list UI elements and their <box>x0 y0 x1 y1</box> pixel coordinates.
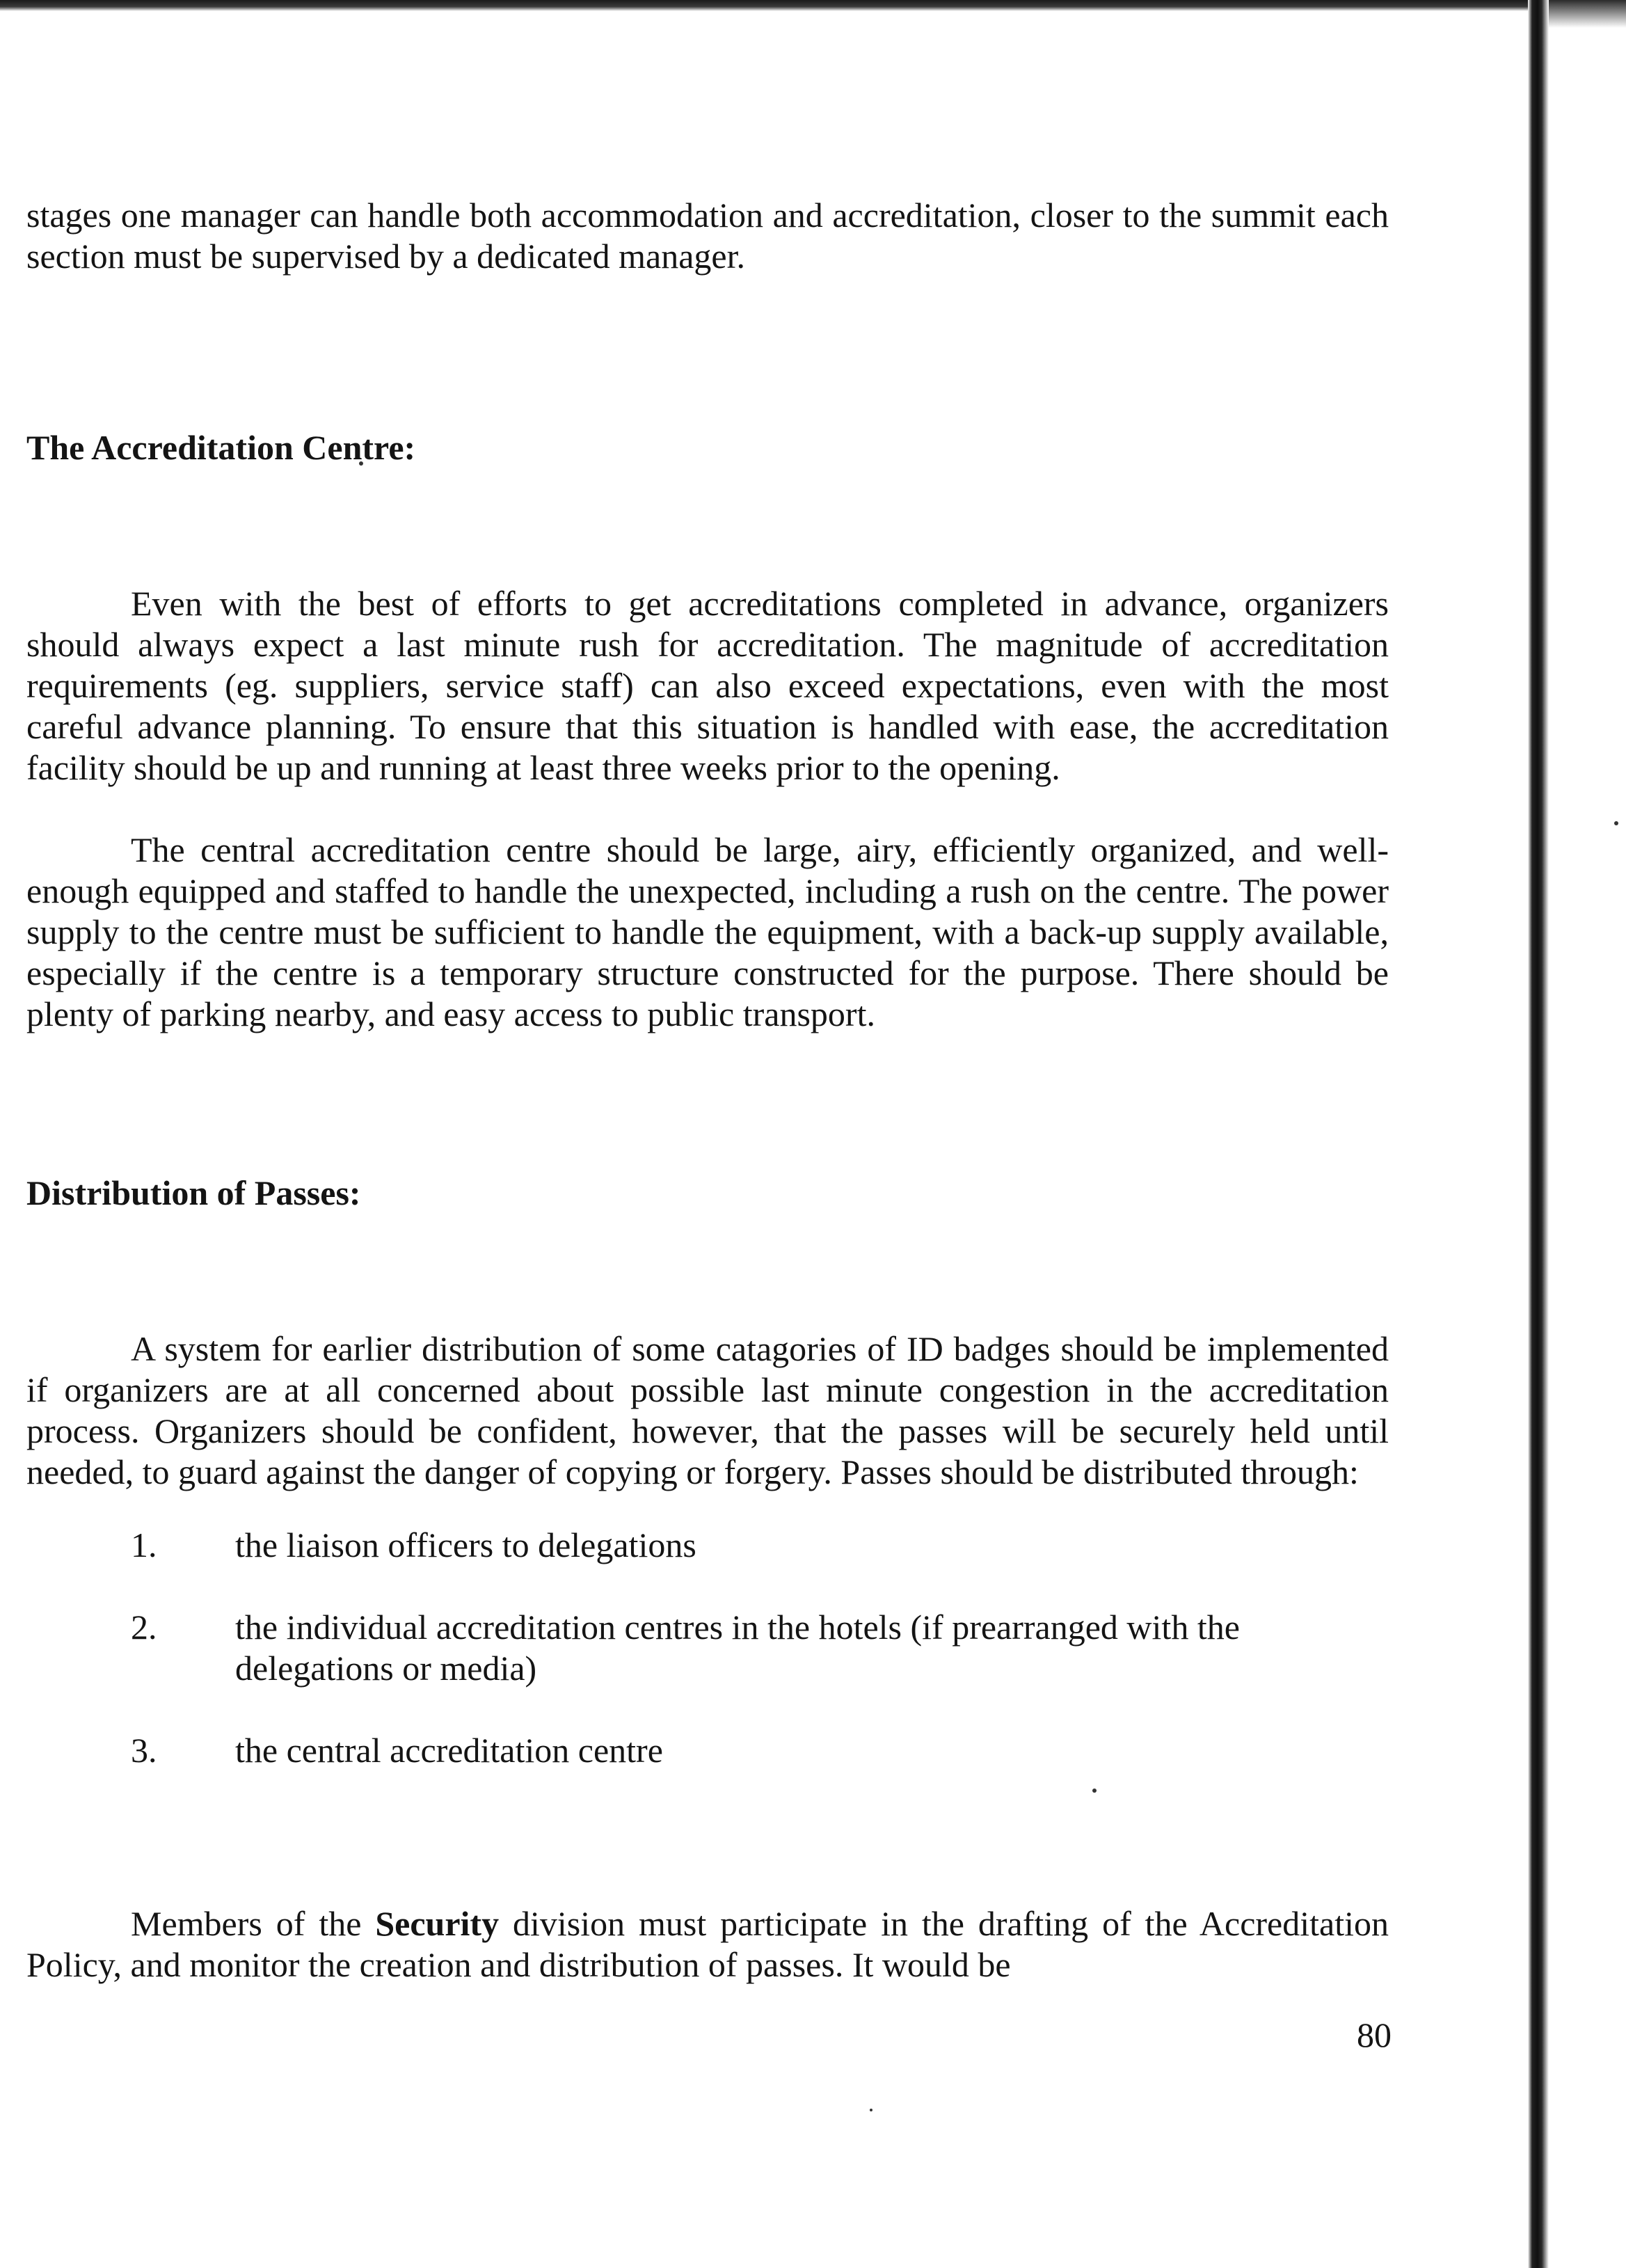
accreditation-centre-heading: The Accreditation Centre: <box>26 428 416 467</box>
list-item-number: 3. <box>131 1731 157 1770</box>
distribution-paragraph: A system for earlier distribution of some catagories of ID badges should be implemented if organizers are at all concerned about possible last minute congestion in the accreditation process. Organizers should be confident, however, that the passes will be securely held until needed, to guard against the danger of copying or forgery. Passes should be distributed through: <box>26 1329 1389 1491</box>
scan-speck <box>1614 821 1618 825</box>
list-item <box>26 1525 1389 1566</box>
list-item-text: the individual accreditation centres in the hotels (if prearranged with the delegations or media) <box>235 1608 1240 1688</box>
centre-paragraph-1: Even with the best of efforts to get accreditations completed in advance, organizers should always expect a last minute rush for accreditation. The magnitude of accreditation requirements (eg. suppliers, service staff) can also exceed expectations, even with the most careful advance planning. To ensure that this situation is handled with ease, the accreditation facility should be up and running at least three weeks prior to the opening. <box>26 584 1389 787</box>
distribution-heading: Distribution of Passes: <box>26 1173 361 1212</box>
scan-speck <box>870 2109 872 2111</box>
document-page <box>26 195 1389 1985</box>
list-item <box>26 1730 1389 1771</box>
list-item-number: 1. <box>131 1525 157 1564</box>
scan-binding-edge <box>1528 0 1549 2268</box>
security-paragraph-lead: Members of the <box>131 1904 376 1943</box>
list-item-number: 2. <box>131 1608 157 1647</box>
scan-top-edge <box>0 0 1626 11</box>
security-paragraph <box>26 1903 1389 1985</box>
intro-paragraph: stages one manager can handle both accommodation and accreditation, closer to the summit each section must be supervised by a dedicated manager. <box>26 196 1389 276</box>
security-emphasis: Security <box>375 1904 500 1943</box>
list-item-text: the central accreditation centre <box>235 1731 663 1770</box>
list-item <box>26 1607 1389 1689</box>
security-paragraph-rest: division must participate in the drafting of the Accreditation Policy, and monitor the creation and distribution of passes. It would be <box>26 1904 1389 1984</box>
scan-corner-shadow <box>1549 0 1626 28</box>
list-item-text: the liaison officers to delegations <box>235 1525 696 1564</box>
page-number: 80 <box>1357 2015 1392 2054</box>
centre-paragraph-2: The central accreditation centre should be large, airy, efficiently organized, and well-enough equipped and staffed to handle the unexpected, including a rush on the centre. The power supply to the centre must be sufficient to handle the equipment, with a back-up supply available, especially if the centre is a temporary structure constructed for the purpose. There should be plenty of parking nearby, and easy access to public transport. <box>26 830 1389 1033</box>
distribution-list <box>26 1525 1389 1771</box>
